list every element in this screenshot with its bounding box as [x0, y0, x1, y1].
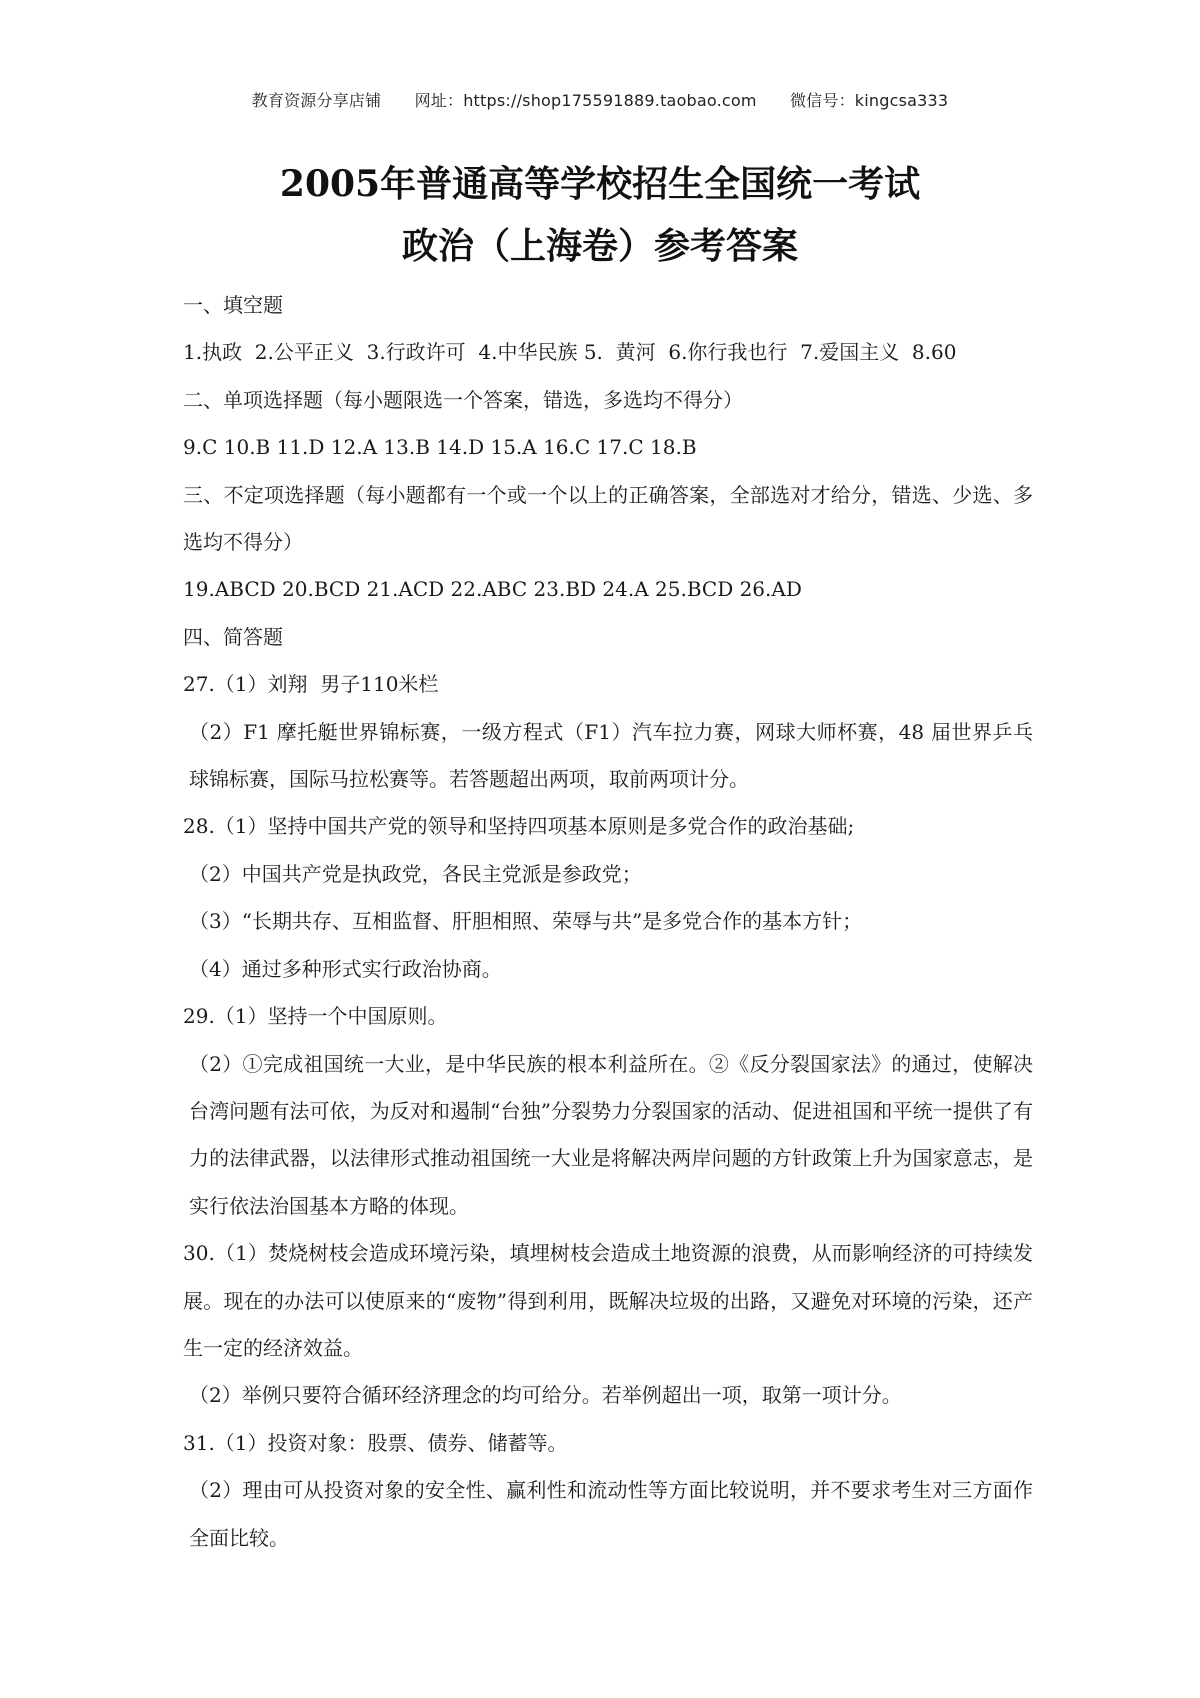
section-1-heading: 一、填空题 — [183, 293, 283, 317]
answer-28-2: （2）中国共产党是执政党，各民主党派是参政党； — [189, 861, 642, 886]
header-shop: 教育资源分享店铺 — [251, 91, 382, 110]
answer-content — [183, 282, 1033, 1562]
header-wechat: 微信号：kingcsa333 — [789, 91, 949, 110]
answer-31-2: （2）理由可从投资对象的安全性、赢利性和流动性等方面比较说明，并不要求考生对三方面作全面比较。 — [189, 1478, 1033, 1550]
section-4-heading: 四、简答题 — [183, 624, 283, 649]
answer-30-2: （2）举例只要符合循环经济理念的均可给分。若举例超出一项，取第一项计分。 — [189, 1383, 902, 1408]
answer-27-2: （2）F1 摩托艇世界锦标赛，一级方程式（F1）汽车拉力赛，网球大师杯赛，48 届世界乒乓球锦标赛，国际马拉松赛等。若答题超出两项，取前两项计分。 — [189, 719, 1033, 792]
answer-28-1: 28.（1）坚持中国共产党的领导和坚持四项基本原则是多党合作的政治基础; — [183, 814, 855, 839]
section-1-answers: 1.执政 2.公平正义 3.行政许可 4.中华民族 5. 黄河 6.你行我也行 7.爱国主义 8.60 — [183, 340, 957, 365]
document-title-line2: 政治（上海卷）参考答案 — [401, 225, 798, 267]
answer-27-1: 27.（1）刘翔 男子110米栏 — [183, 672, 439, 697]
answer-29-1: 29.（1）坚持一个中国原则。 — [183, 1004, 448, 1029]
answer-29-2: （2）①完成祖国统一大业，是中华民族的根本利益所在。②《反分裂国家法》的通过，使解决台湾问题有法可依，为反对和遏制“台独”分裂势力分裂国家的活动、促进祖国和平统一提供了有力的法律武器，以法律形式推动祖国统一大业是将解决两岸问题的方针政策上升为国家意志，是实行依法治国基本方略的体现。 — [189, 1051, 1033, 1218]
answer-28-4: （4）通过多种形式实行政治协商。 — [189, 956, 502, 981]
page-header — [0, 88, 1200, 111]
header-site: 网址：https://shop175591889.taobao.com — [414, 91, 757, 110]
section-2-heading: 二、单项选择题（每小题限选一个答案，错选，多选均不得分） — [183, 387, 743, 412]
answer-28-3: （3）“长期共存、互相监督、肝胆相照、荣辱与共”是多党合作的基本方针； — [189, 909, 863, 934]
section-3-heading: 三、不定项选择题（每小题都有一个或一个以上的正确答案，全部选对才给分，错选、少选、多选均不得分） — [183, 482, 1033, 555]
section-3-answers: 19.ABCD 20.BCD 21.ACD 22.ABC 23.BD 24.A 25.BCD 26.AD — [183, 577, 802, 602]
answer-31-1: 31.（1）投资对象：股票、债券、储蓄等。 — [183, 1430, 568, 1455]
answer-30-1: 30.（1）焚烧树枝会造成环境污染，填埋树枝会造成土地资源的浪费，从而影响经济的可持续发展。现在的办法可以使原来的“废物”得到利用，既解决垃圾的出路，又避免对环境的污染，还产生一定的经济效益。 — [183, 1241, 1033, 1360]
document-title-line1: 2005年普通高等学校招生全国统一考试 — [279, 163, 921, 205]
section-2-answers: 9.C 10.B 11.D 12.A 13.B 14.D 15.A 16.C 17.C 18.B — [183, 435, 697, 460]
